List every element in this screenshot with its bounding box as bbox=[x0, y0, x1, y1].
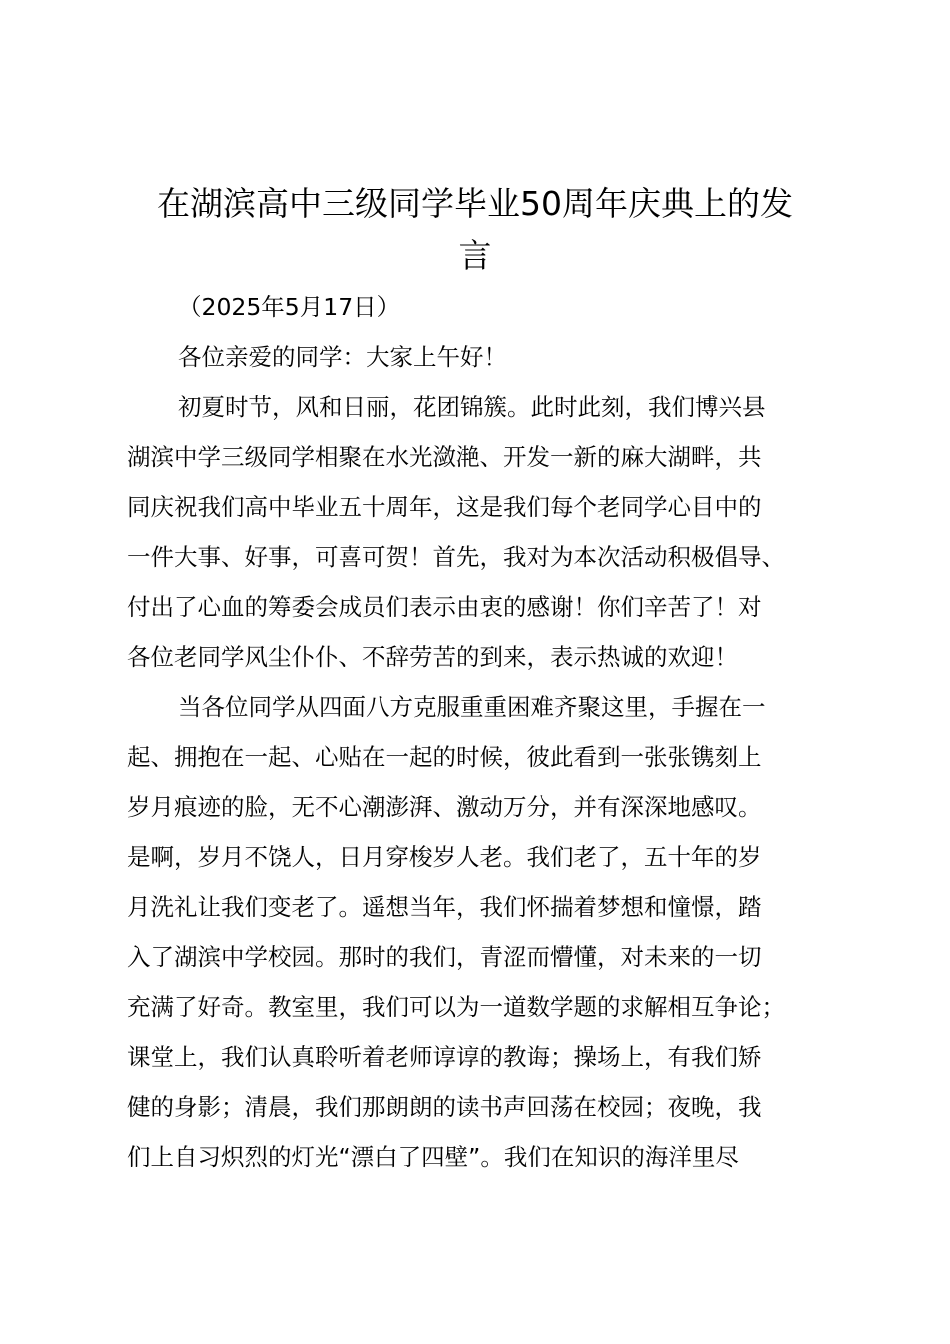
paragraph-line: 湖滨中学三级同学相聚在水光潋滟、开发一新的麻大湖畔，共 bbox=[127, 443, 762, 471]
title-line-2: 言 bbox=[458, 236, 492, 275]
paragraph-line: 付出了心血的筹委会成员们表示由衷的感谢！你们辛苦了！对 bbox=[127, 593, 762, 621]
paragraph-line: 同庆祝我们高中毕业五十周年，这是我们每个老同学心目中的 bbox=[127, 493, 762, 521]
paragraph-line: 各位老同学风尘仆仆、不辞劳苦的到来，表示热诚的欢迎！ bbox=[127, 643, 738, 671]
paragraph-line: 岁月痕迹的脸，无不心潮澎湃、激动万分，并有深深地感叹。 bbox=[127, 793, 762, 821]
paragraph-line: 充满了好奇。教室里，我们可以为一道数学题的求解相互争论； bbox=[127, 993, 785, 1021]
paragraph-line: 一件大事、好事，可喜可贺！首先，我对为本次活动积极倡导、 bbox=[127, 543, 785, 571]
paragraph-line: 入了湖滨中学校园。那时的我们，青涩而懵懂，对未来的一切 bbox=[127, 943, 762, 971]
paragraph-line: 们上自习炽烈的灯光“漂白了四壁”。我们在知识的海洋里尽 bbox=[127, 1143, 739, 1171]
paragraph-line: 当各位同学从四面八方克服重重困难齐聚这里，手握在一 bbox=[178, 693, 766, 721]
paragraph-2 bbox=[127, 682, 839, 1182]
paragraph-line: 课堂上，我们认真聆听着老师谆谆的教诲；操场上，有我们矫 bbox=[127, 1043, 762, 1071]
title-line-1: 在湖滨高中三级同学毕业50周年庆典上的发 bbox=[157, 184, 793, 223]
salutation: 各位亲爱的同学：大家上午好！ bbox=[178, 343, 507, 371]
paragraph-1 bbox=[127, 382, 839, 682]
paragraph-line: 是啊，岁月不饶人，日月穿梭岁人老。我们老了，五十年的岁 bbox=[127, 843, 762, 871]
paragraph-line: 初夏时节，风和日丽，花团锦簇。此时此刻，我们博兴县 bbox=[178, 393, 766, 421]
paragraph-line: 起、拥抱在一起、心贴在一起的时候，彼此看到一张张镌刻上 bbox=[127, 743, 762, 771]
document-body bbox=[127, 282, 839, 1182]
paragraph-line: 月洗礼让我们变老了。遥想当年，我们怀揣着梦想和憧憬，踏 bbox=[127, 893, 762, 921]
paragraph-line: 健的身影；清晨，我们那朗朗的读书声回荡在校园；夜晚，我 bbox=[127, 1093, 762, 1121]
speech-date: （2025年5月17日） bbox=[178, 293, 401, 321]
document-title bbox=[100, 178, 850, 282]
